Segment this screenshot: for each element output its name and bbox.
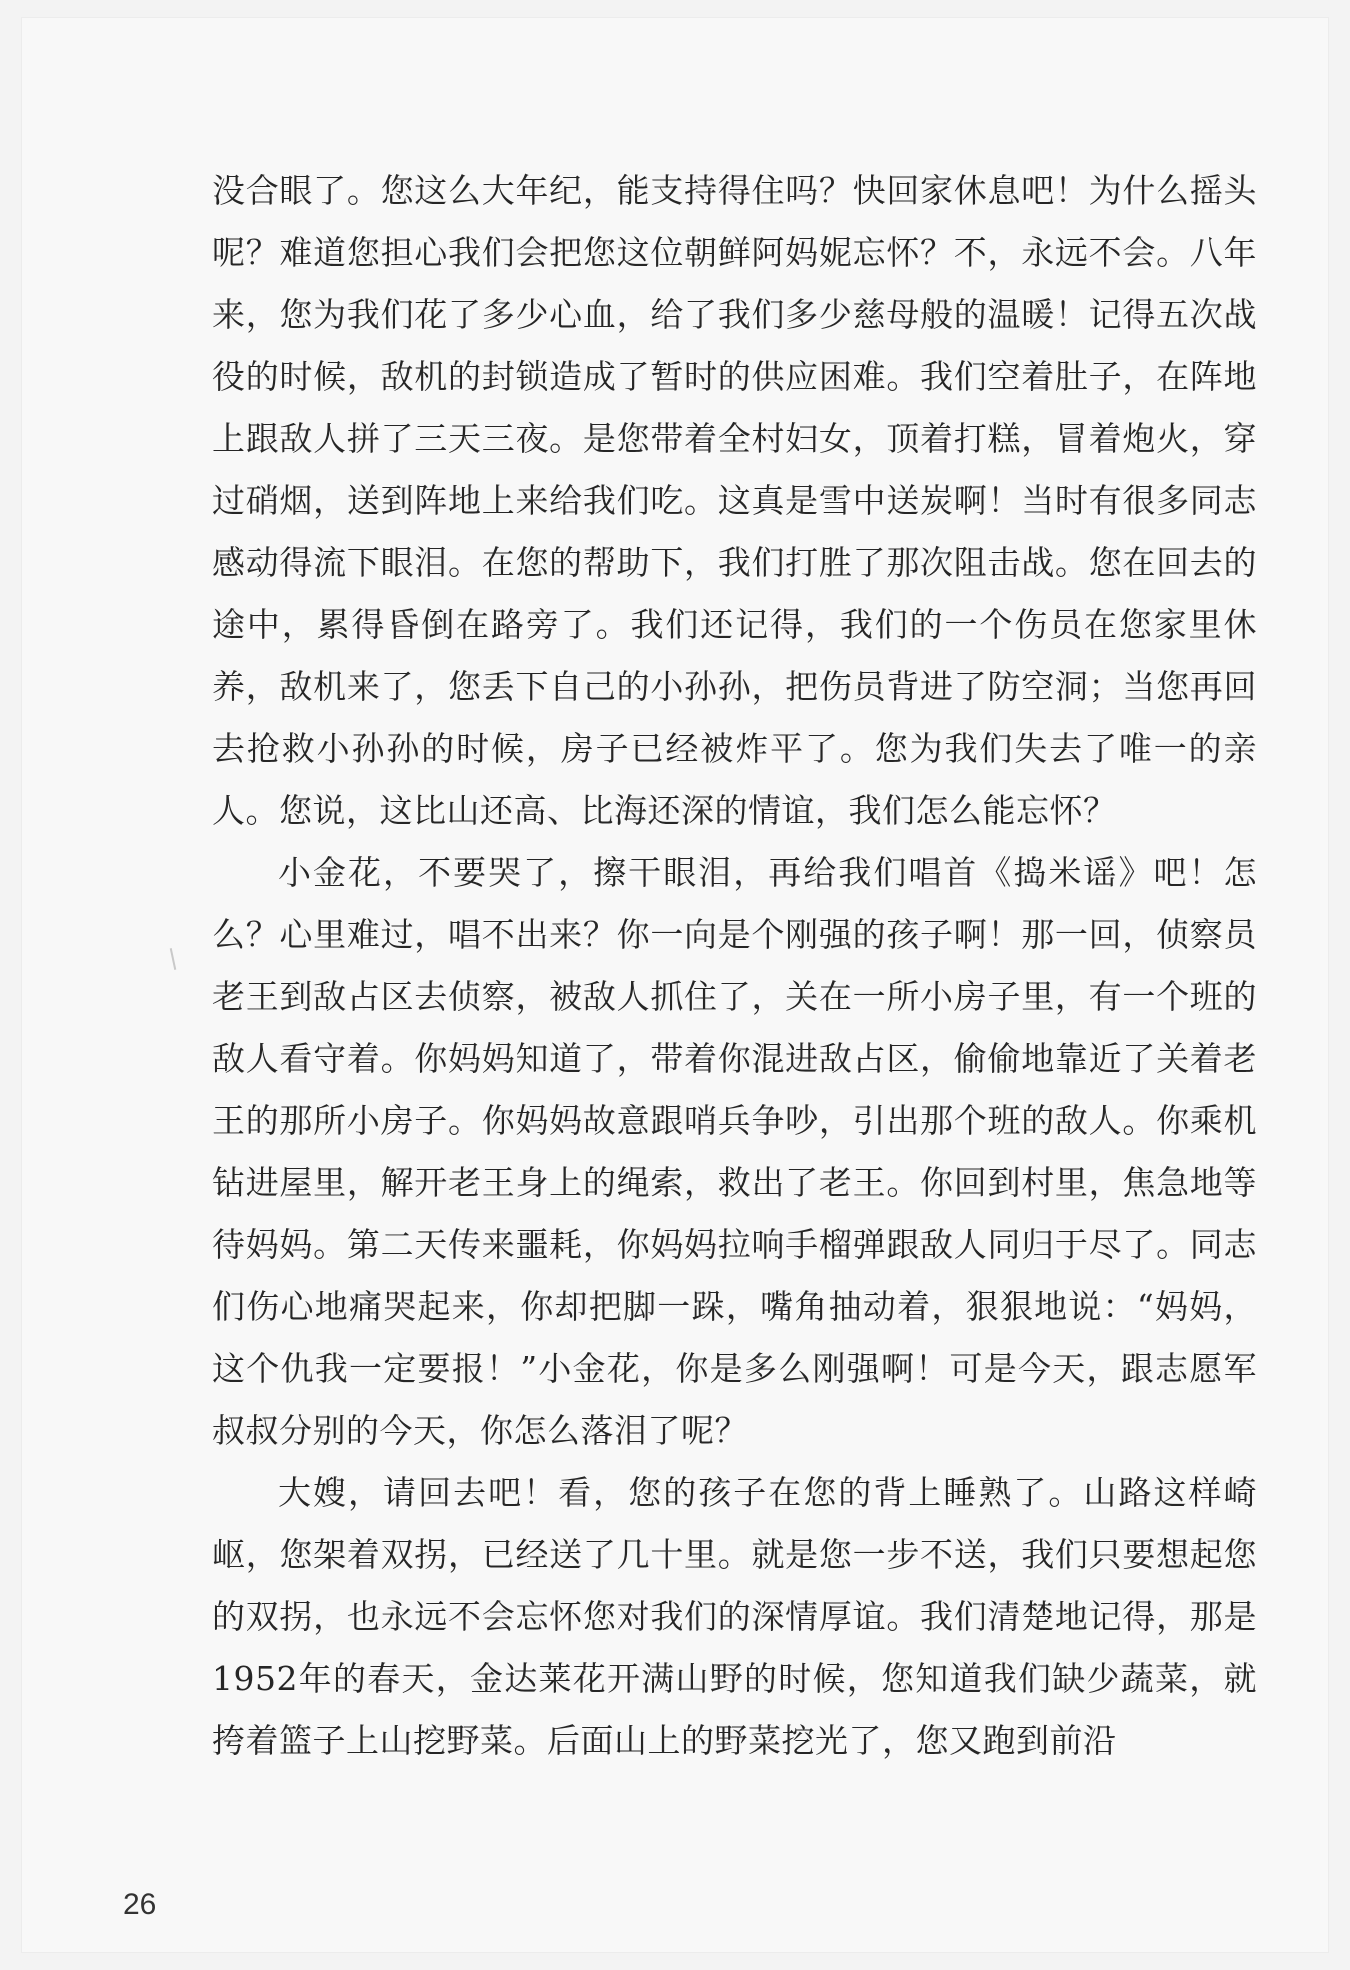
paragraph-2: 小金花，不要哭了，擦干眼泪，再给我们唱首《捣米谣》吧！怎么？心里难过，唱不出来？你一向是个刚强的孩子啊！那一回，侦察员老王到敌占区去侦察，被敌人抓住了，关在一所小房子里，有一个班的敌人看守着。你妈妈知道了，带着你混进敌占区，偷偷地靠近了关着老王的那所小房子。你妈妈故意跟哨兵争吵，引出那个班的敌人。你乘机钻进屋里，解开老王身上的绳索，救出了老王。你回到村里，焦急地等待妈妈。第二天传来噩耗，你妈妈拉响手榴弹跟敌人同归于尽了。同志们伤心地痛哭起来，你却把脚一跺，嘴角抽动着，狠狠地说：“妈妈，这个仇我一定要报！”小金花，你是多么刚强啊！可是今天，跟志愿军叔叔分别的今天，你怎么落泪了呢？ xyxy=(212,853,1257,1450)
margin-mark xyxy=(170,948,177,970)
paragraph-1: 没合眼了。您这么大年纪，能支持得住吗？快回家休息吧！为什么摇头呢？难道您担心我们会把您这位朝鲜阿妈妮忘怀？不，永远不会。八年来，您为我们花了多少心血，给了我们多少慈母般的温暖！记得五次战役的时候，敌机的封锁造成了暂时的供应困难。我们空着肚子，在阵地上跟敌人拼了三天三夜。是您带着全村妇女，顶着打糕，冒着炮火，穿过硝烟，送到阵地上来给我们吃。这真是雪中送炭啊！当时有很多同志感动得流下眼泪。在您的帮助下，我们打胜了那次阻击战。您在回去的途中，累得昏倒在路旁了。我们还记得，我们的一个伤员在您家里休养，敌机来了，您丢下自己的小孙孙，把伤员背进了防空洞；当您再回去抢救小孙孙的时候，房子已经被炸平了。您为我们失去了唯一的亲人。您说，这比山还高、比海还深的情谊，我们怎么能忘怀？ xyxy=(212,171,1257,830)
book-page xyxy=(22,18,1328,1952)
body-text xyxy=(212,160,1257,1772)
paragraph-3: 大嫂，请回去吧！看，您的孩子在您的背上睡熟了。山路这样崎岖，您架着双拐，已经送了几十里。就是您一步不送，我们只要想起您的双拐，也永远不会忘怀您对我们的深情厚谊。我们清楚地记得，那是1952年的春天，金达莱花开满山野的时候，您知道我们缺少蔬菜，就挎着篮子上山挖野菜。后面山上的野菜挖光了，您又跑到前沿 xyxy=(212,1473,1257,1760)
page-number: 26 xyxy=(123,1888,157,1921)
